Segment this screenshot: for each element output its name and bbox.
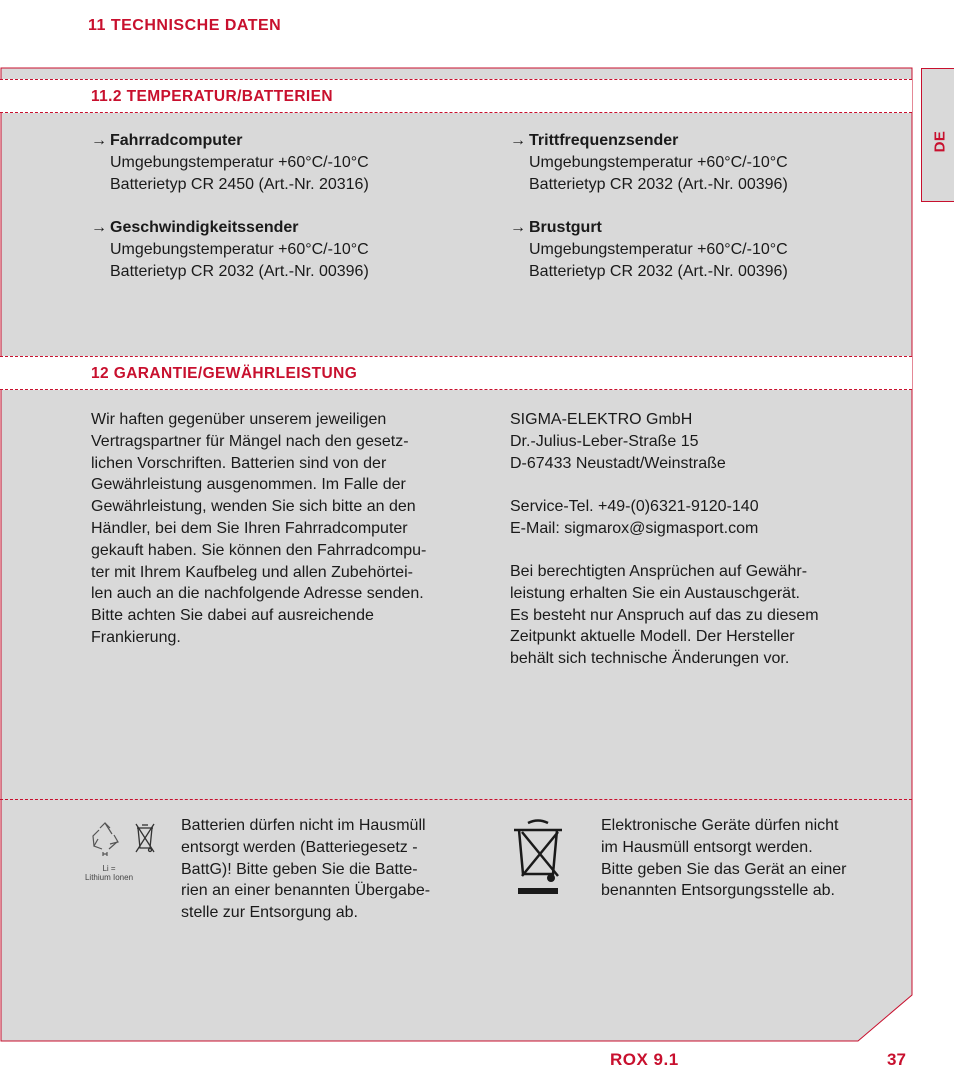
list-item: → Fahrradcomputer Umgebungstemperatur +60°C/-10°C Batterietyp CR 2450 (Art.-Nr. 20316) bbox=[91, 132, 369, 193]
arrow-right-icon: → bbox=[510, 219, 526, 237]
list-item: → Brustgurt Umgebungstemperatur +60°C/-10°C Batterietyp CR 2032 (Art.-Nr. 00396) bbox=[510, 219, 788, 280]
section-header-batteries bbox=[0, 79, 912, 113]
battery-disposal-text: Batterien dürfen nicht im Hausmüll entsorgt werden (Batteriegesetz - BattG)! Bitte geben Sie die Batte- rien an einer benannten Übergabe- stelle zur Entsorgung ab. bbox=[181, 817, 431, 922]
section-header-warranty bbox=[0, 356, 912, 390]
manufacturer-address: SIGMA-ELEKTRO GmbH Dr.-Julius-Leber-Straße 15 D-67433 Neustadt/Weinstraße bbox=[510, 411, 726, 472]
language-tab-label: DE bbox=[931, 130, 949, 153]
warranty-text: Wir haften gegenüber unserem jeweiligen Vertragspartner für Mängel nach den gesetz- lichen Vorschriften. Batterien sind von der Gewährleistung ausgenommen. Im Falle der Gewährleistung, wenden Sie sich bitte an den Händler, bei dem Sie Ihren Fahrradcomputer gekauft haben. Sie können den Fahrradcompu- ter mit Ihrem Kaufbeleg und allen Zubehörtei- len auch an die nachfolgende Adresse senden. Bitte achten Sie dabei auf ausreichende Frankierung. bbox=[91, 411, 427, 646]
page-section-title: 11 TECHNISCHE DATEN bbox=[88, 17, 282, 34]
arrow-right-icon: → bbox=[510, 132, 526, 149]
language-tab bbox=[921, 68, 954, 202]
section-title-batteries: 11.2 TEMPERATUR/BATTERIEN bbox=[91, 88, 333, 105]
divider bbox=[0, 799, 912, 800]
recycling-icon bbox=[90, 822, 120, 858]
device-disposal-text: Elektronische Geräte dürfen nicht im Hausmüll entsorgt werden. Bitte geben Sie das Gerät an einer benannten Entsorgungsstelle ab. bbox=[601, 817, 847, 900]
arrow-right-icon: → bbox=[91, 219, 107, 237]
battery-list-right bbox=[510, 130, 890, 304]
section-title-warranty: 12 GARANTIE/GEWÄHRLEISTUNG bbox=[91, 365, 358, 382]
weee-crossed-bin-icon bbox=[510, 818, 566, 898]
crossed-bin-icon bbox=[134, 822, 156, 854]
arrow-right-icon: → bbox=[91, 132, 107, 149]
footer-model: ROX 9.1 bbox=[610, 1050, 679, 1069]
page-number: 37 bbox=[887, 1050, 906, 1069]
list-item: → Geschwindigkeitssender Umgebungstemperatur +60°C/-10°C Batterietyp CR 2032 (Art.-Nr. 00396) bbox=[91, 219, 369, 280]
exchange-text: Bei berechtigten Ansprüchen auf Gewähr- leistung erhalten Sie ein Austauschgerät. Es besteht nur Anspruch auf das zu diesem Zeitpunkt aktuelle Modell. Der Hersteller behält sich technische Änderungen vor. bbox=[510, 563, 819, 668]
lithium-ions-note: Li = Lithium Ionen bbox=[84, 864, 134, 882]
contact-info: Service-Tel. +49-(0)6321-9120-140 E-Mail: sigmarox@sigmasport.com bbox=[510, 498, 759, 537]
battery-list-left bbox=[91, 130, 471, 304]
list-item: → Trittfrequenzsender Umgebungstemperatur +60°C/-10°C Batterietyp CR 2032 (Art.-Nr. 00396) bbox=[510, 132, 788, 193]
